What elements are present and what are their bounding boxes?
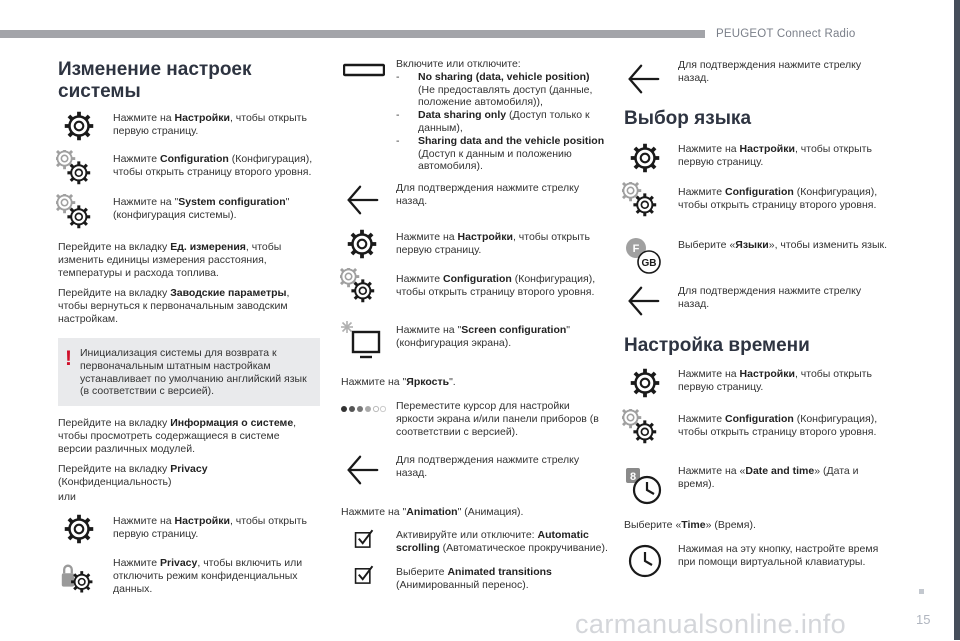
flag-f-label: F (632, 243, 640, 255)
step-animation: Нажмите на "Animation" (Анимация). (341, 506, 524, 518)
para-units: Перейдите на вкладку Ед. измерения, чтобы изменить единицы измерения расстояния, температуры и расхода топлива. (58, 241, 282, 279)
step-open-settings: Нажмите на Настройки, чтобы открыть первую страницу. (113, 112, 307, 137)
slider-instructions: Переместите курсор для настройки яркости экрана и/или панели приборов (в соответствии с версией). (396, 400, 599, 438)
step-screen-configuration: Нажмите на "Screen configuration" (конфигурация экрана). (396, 324, 571, 349)
step-configuration-4: Нажмите Configuration (Конфигурация), чтобы открыть страницу второго уровня. (678, 413, 878, 438)
page-number: 15 (916, 612, 931, 627)
confirm-back-3: Для подтверждения нажмите стрелку назад. (678, 59, 862, 84)
back-arrow-icon[interactable] (343, 451, 381, 489)
checkbox-checked-icon[interactable] (351, 561, 377, 587)
side-thumb-tab (954, 0, 960, 640)
configuration-gears-icon[interactable] (340, 268, 378, 306)
clock-adjust-icon[interactable] (627, 543, 663, 579)
confirm-back-1: Для подтверждения нажмите стрелку назад. (396, 182, 580, 207)
configuration-gears-icon[interactable] (56, 150, 94, 188)
back-arrow-icon[interactable] (624, 60, 662, 98)
settings-gear-icon[interactable] (343, 225, 381, 263)
step-configuration-3: Нажмите Configuration (Конфигурация), чтобы открыть страницу второго уровня. (678, 186, 878, 211)
step-languages: Выберите «Языки», чтобы изменить язык. (678, 239, 888, 251)
back-arrow-icon[interactable] (624, 282, 662, 320)
page-marker (919, 589, 924, 594)
top-rule (0, 30, 705, 38)
option-data-sharing[interactable]: - Data sharing only (Доступ только к данным), (396, 109, 606, 135)
checkbox-checked-icon[interactable] (351, 525, 377, 551)
configuration-gears-icon[interactable] (622, 182, 660, 220)
section-heading-language: Выбор языка (624, 108, 752, 129)
calendar-day-label: 8 (629, 471, 637, 483)
option-no-sharing[interactable]: - No sharing (data, vehicle position) (Не предоставлять доступ (данные, положение автомобиля)), (396, 71, 606, 109)
section-heading-system-settings: Изменение настроек системы (58, 59, 252, 103)
step-open-settings-4: Нажмите на Настройки, чтобы открыть первую страницу. (678, 143, 872, 168)
settings-gear-icon[interactable] (60, 510, 98, 548)
settings-gear-icon[interactable] (626, 139, 664, 177)
confirm-back-2: Для подтверждения нажмите стрелку назад. (396, 454, 580, 479)
step-configuration: Нажмите Configuration (Конфигурация), чтобы открыть страницу второго уровня. (113, 153, 313, 178)
option-animated-transitions: Выберите Animated transitions (Анимированный перенос). (396, 566, 552, 591)
step-configuration-2: Нажмите Configuration (Конфигурация), чтобы открыть страницу второго уровня. (396, 273, 596, 298)
screen-configuration-icon[interactable] (340, 320, 384, 360)
option-automatic-scrolling: Активируйте или отключите: Automatic scrolling (Автоматическое прокручивание). (396, 529, 608, 554)
privacy-lock-gear-icon[interactable] (58, 560, 96, 598)
toggle-switch-icon[interactable] (343, 55, 385, 93)
section-heading-time: Настройка времени (624, 335, 810, 356)
warning-box (58, 338, 320, 406)
warning-exclamation-icon: ! (65, 347, 72, 370)
or-text: или (58, 491, 76, 503)
option-sharing-data-position[interactable]: - Sharing data and the vehicle position (Доступ к данным и положению автомобиля). (396, 135, 606, 173)
step-brightness: Нажмите на "Яркость". (341, 376, 456, 388)
watermark: carmanualsonline.info (575, 609, 847, 639)
back-arrow-icon[interactable] (343, 181, 381, 219)
para-factory-settings: Перейдите на вкладку Заводские параметры, чтобы вернуться к первоначальным заводским настройкам. (58, 287, 290, 325)
settings-gear-icon[interactable] (60, 107, 98, 145)
warning-text: Инициализация системы для возврата к первоначальным штатным настройкам устанавливает по умолчанию английский язык (в соответствии с версией). (80, 347, 307, 398)
system-configuration-gears-icon[interactable] (56, 194, 94, 232)
flag-gb-label: GB (641, 258, 657, 269)
step-system-configuration: Нажмите на "System configuration" (конфигурация системы). (113, 196, 290, 221)
step-open-settings-2: Нажмите на Настройки, чтобы открыть первую страницу. (113, 515, 307, 540)
step-open-settings-5: Нажмите на Настройки, чтобы открыть первую страницу. (678, 368, 872, 393)
language-flags-icon[interactable] (622, 236, 666, 276)
brightness-slider-icon[interactable] (340, 402, 386, 416)
toggle-intro: Включите или отключите: (396, 58, 521, 70)
privacy-options (396, 58, 606, 173)
step-privacy: Нажмите Privacy, чтобы включить или отключить режим конфиденциальных данных. (113, 557, 303, 595)
configuration-gears-icon[interactable] (622, 409, 660, 447)
step-open-settings-3: Нажмите на Настройки, чтобы открыть первую страницу. (396, 231, 590, 256)
step-select-time: Выберите «Time» (Время). (624, 519, 756, 531)
step-date-time: Нажмите на «Date and time» (Дата и время). (678, 465, 859, 490)
date-time-clock-icon[interactable] (624, 466, 664, 506)
confirm-back-4: Для подтверждения нажмите стрелку назад. (678, 285, 862, 310)
running-header: PEUGEOT Connect Radio (716, 28, 856, 40)
para-system-info: Перейдите на вкладку Информация о системе, чтобы просмотреть содержащиеся в системе версии различных модулей. (58, 417, 297, 455)
settings-gear-icon[interactable] (626, 364, 664, 402)
keyboard-instructions: Нажимая на эту кнопку, настройте время при помощи виртуальной клавиатуры. (678, 543, 879, 568)
para-privacy-tab: Перейдите на вкладку Privacy (Конфиденциальность) (58, 463, 208, 488)
